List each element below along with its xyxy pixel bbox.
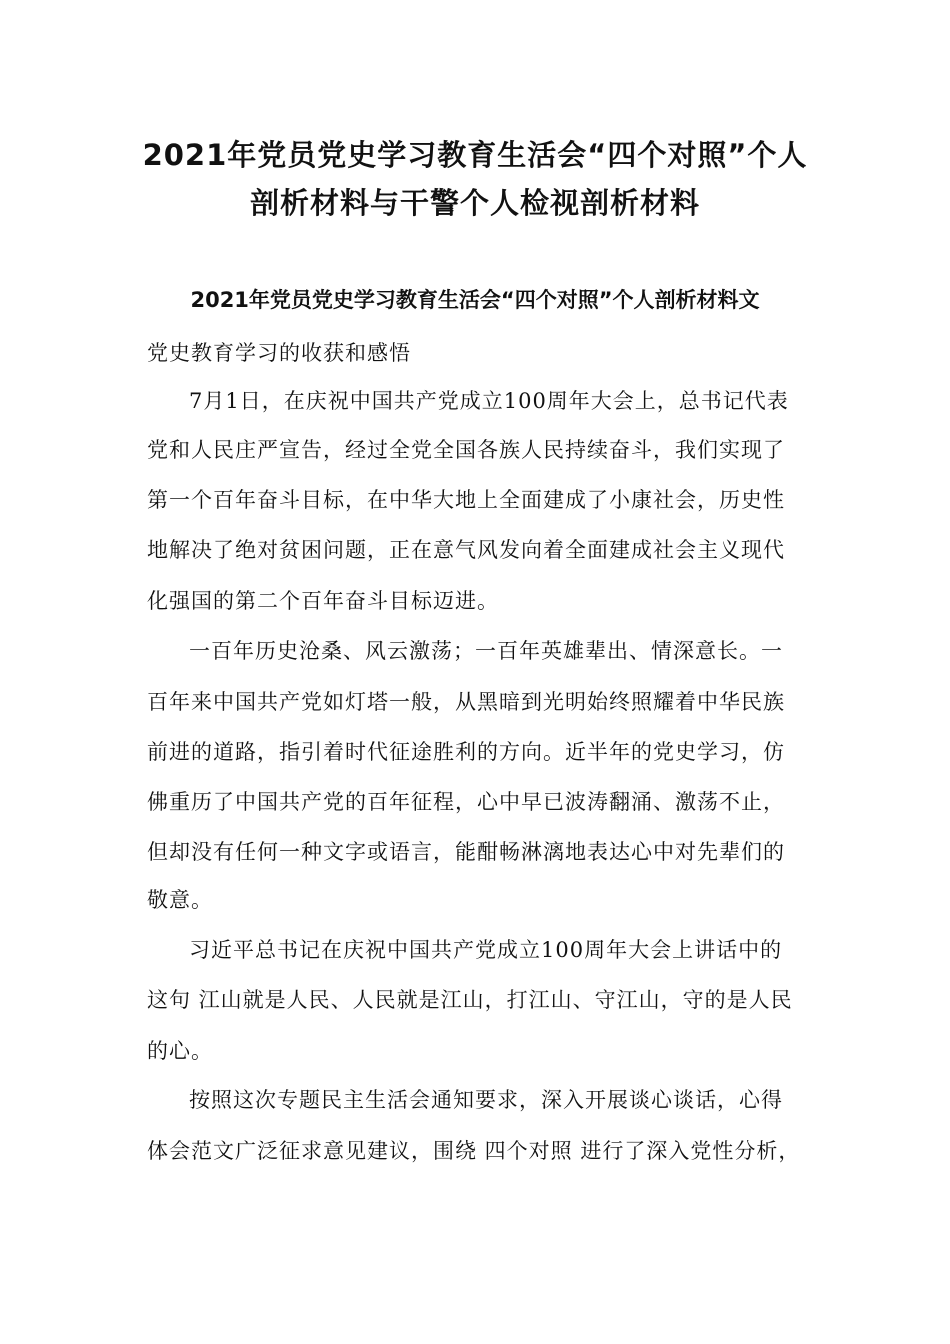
document-title-line-1: 2021年党员党史学习教育生活会“四个对照”个人: [142, 138, 808, 172]
body-line: 敬意。: [147, 888, 213, 912]
body-line: 习近平总书记在庆祝中国共产党成立100周年大会上讲话中的: [189, 938, 783, 962]
body-line: 地解决了绝对贫困问题，正在意气风发向着全面建成社会主义现代: [147, 538, 785, 562]
body-line: 的心。: [147, 1039, 213, 1063]
body-line: 前进的道路，指引着时代征途胜利的方向。近半年的党史学习，仿: [147, 740, 785, 764]
body-line: 佛重历了中国共产党的百年征程，心中早已波涛翻涌、激荡不止，: [147, 790, 785, 814]
body-line: 但却没有任何一种文字或语言，能酣畅淋漓地表达心中对先辈们的: [147, 840, 785, 864]
body-line: 这句 江山就是人民、人民就是江山，打江山、守江山，守的是人民: [147, 988, 793, 1012]
body-line: 按照这次专题民主生活会通知要求，深入开展谈心谈话，心得: [189, 1088, 783, 1112]
body-line: 第一个百年奋斗目标，在中华大地上全面建成了小康社会，历史性: [147, 488, 785, 512]
body-line: 党和人民庄严宣告，经过全党全国各族人民持续奋斗，我们实现了: [147, 438, 785, 462]
document-title-line-2: 剖析材料与干警个人检视剖析材料: [249, 186, 700, 220]
section-title: 2021年党员党史学习教育生活会“四个对照”个人剖析材料文: [190, 288, 760, 312]
body-line: 7月1日，在庆祝中国共产党成立100周年大会上，总书记代表: [189, 389, 789, 413]
body-line: 党史教育学习的收获和感悟: [147, 341, 411, 365]
body-line: 一百年历史沧桑、风云激荡；一百年英雄辈出、情深意长。一: [189, 639, 783, 663]
body-line: 体会范文广泛征求意见建议，围绕 四个对照 进行了深入党性分析，: [147, 1139, 801, 1163]
body-line: 百年来中国共产党如灯塔一般，从黑暗到光明始终照耀着中华民族: [147, 690, 785, 714]
body-line: 化强国的第二个百年奋斗目标迈进。: [147, 589, 499, 613]
